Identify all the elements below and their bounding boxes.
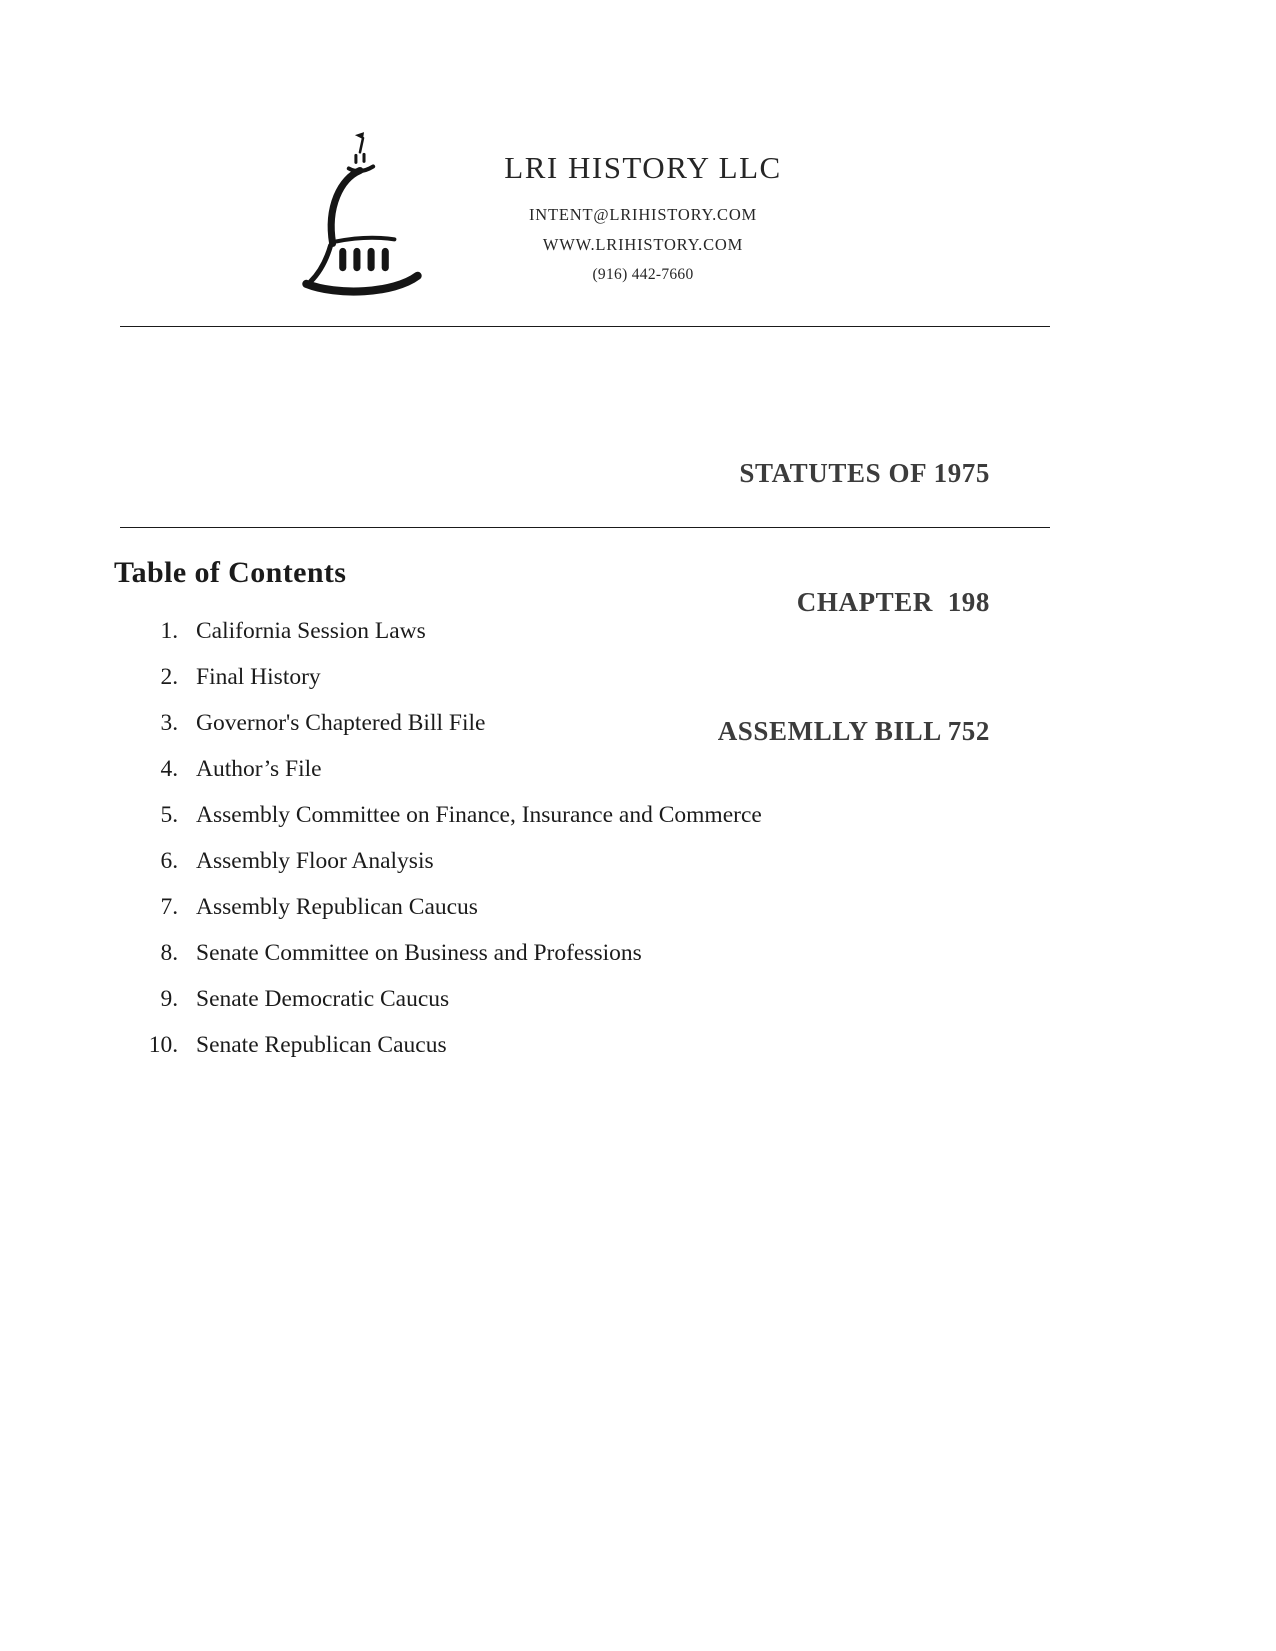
toc-item: 1. California Session Laws [184, 618, 762, 645]
email-text: INTENT@LRIHISTORY.COM [528, 205, 758, 224]
letterhead [296, 126, 816, 296]
toc-item: 8. Senate Committee on Business and Professions [184, 940, 762, 967]
toc-item: 9. Senate Democratic Caucus [184, 986, 762, 1013]
toc-heading: Table of Contents [114, 556, 347, 589]
toc-item: 6. Assembly Floor Analysis [184, 848, 762, 875]
statutes-line: STATUTES OF 1975 [739, 458, 990, 488]
divider-top [120, 326, 1050, 327]
toc-item: 7. Assembly Republican Caucus [184, 894, 762, 921]
phone-text: (916) 442-7660 [592, 266, 694, 283]
bill-line: ASSEMLLY BILL 752 [717, 716, 990, 746]
toc-item: 3. Governor's Chaptered Bill File [184, 710, 762, 737]
toc-item: 2. Final History [184, 664, 762, 691]
toc-item: 5. Assembly Committee on Finance, Insurance and Commerce [184, 802, 762, 829]
toc-item: 4. Author’s File [184, 756, 762, 783]
toc-item: 10. Senate Republican Caucus [184, 1032, 762, 1059]
letterhead-text [470, 150, 816, 290]
toc-list [114, 618, 762, 1078]
capitol-dome-logo-icon [296, 126, 430, 296]
website-text: WWW.LRIHISTORY.COM [542, 235, 744, 254]
company-name: LRI HISTORY LLC [504, 150, 782, 185]
divider-bottom [120, 527, 1050, 528]
chapter-line: CHAPTER 198 [796, 587, 990, 617]
